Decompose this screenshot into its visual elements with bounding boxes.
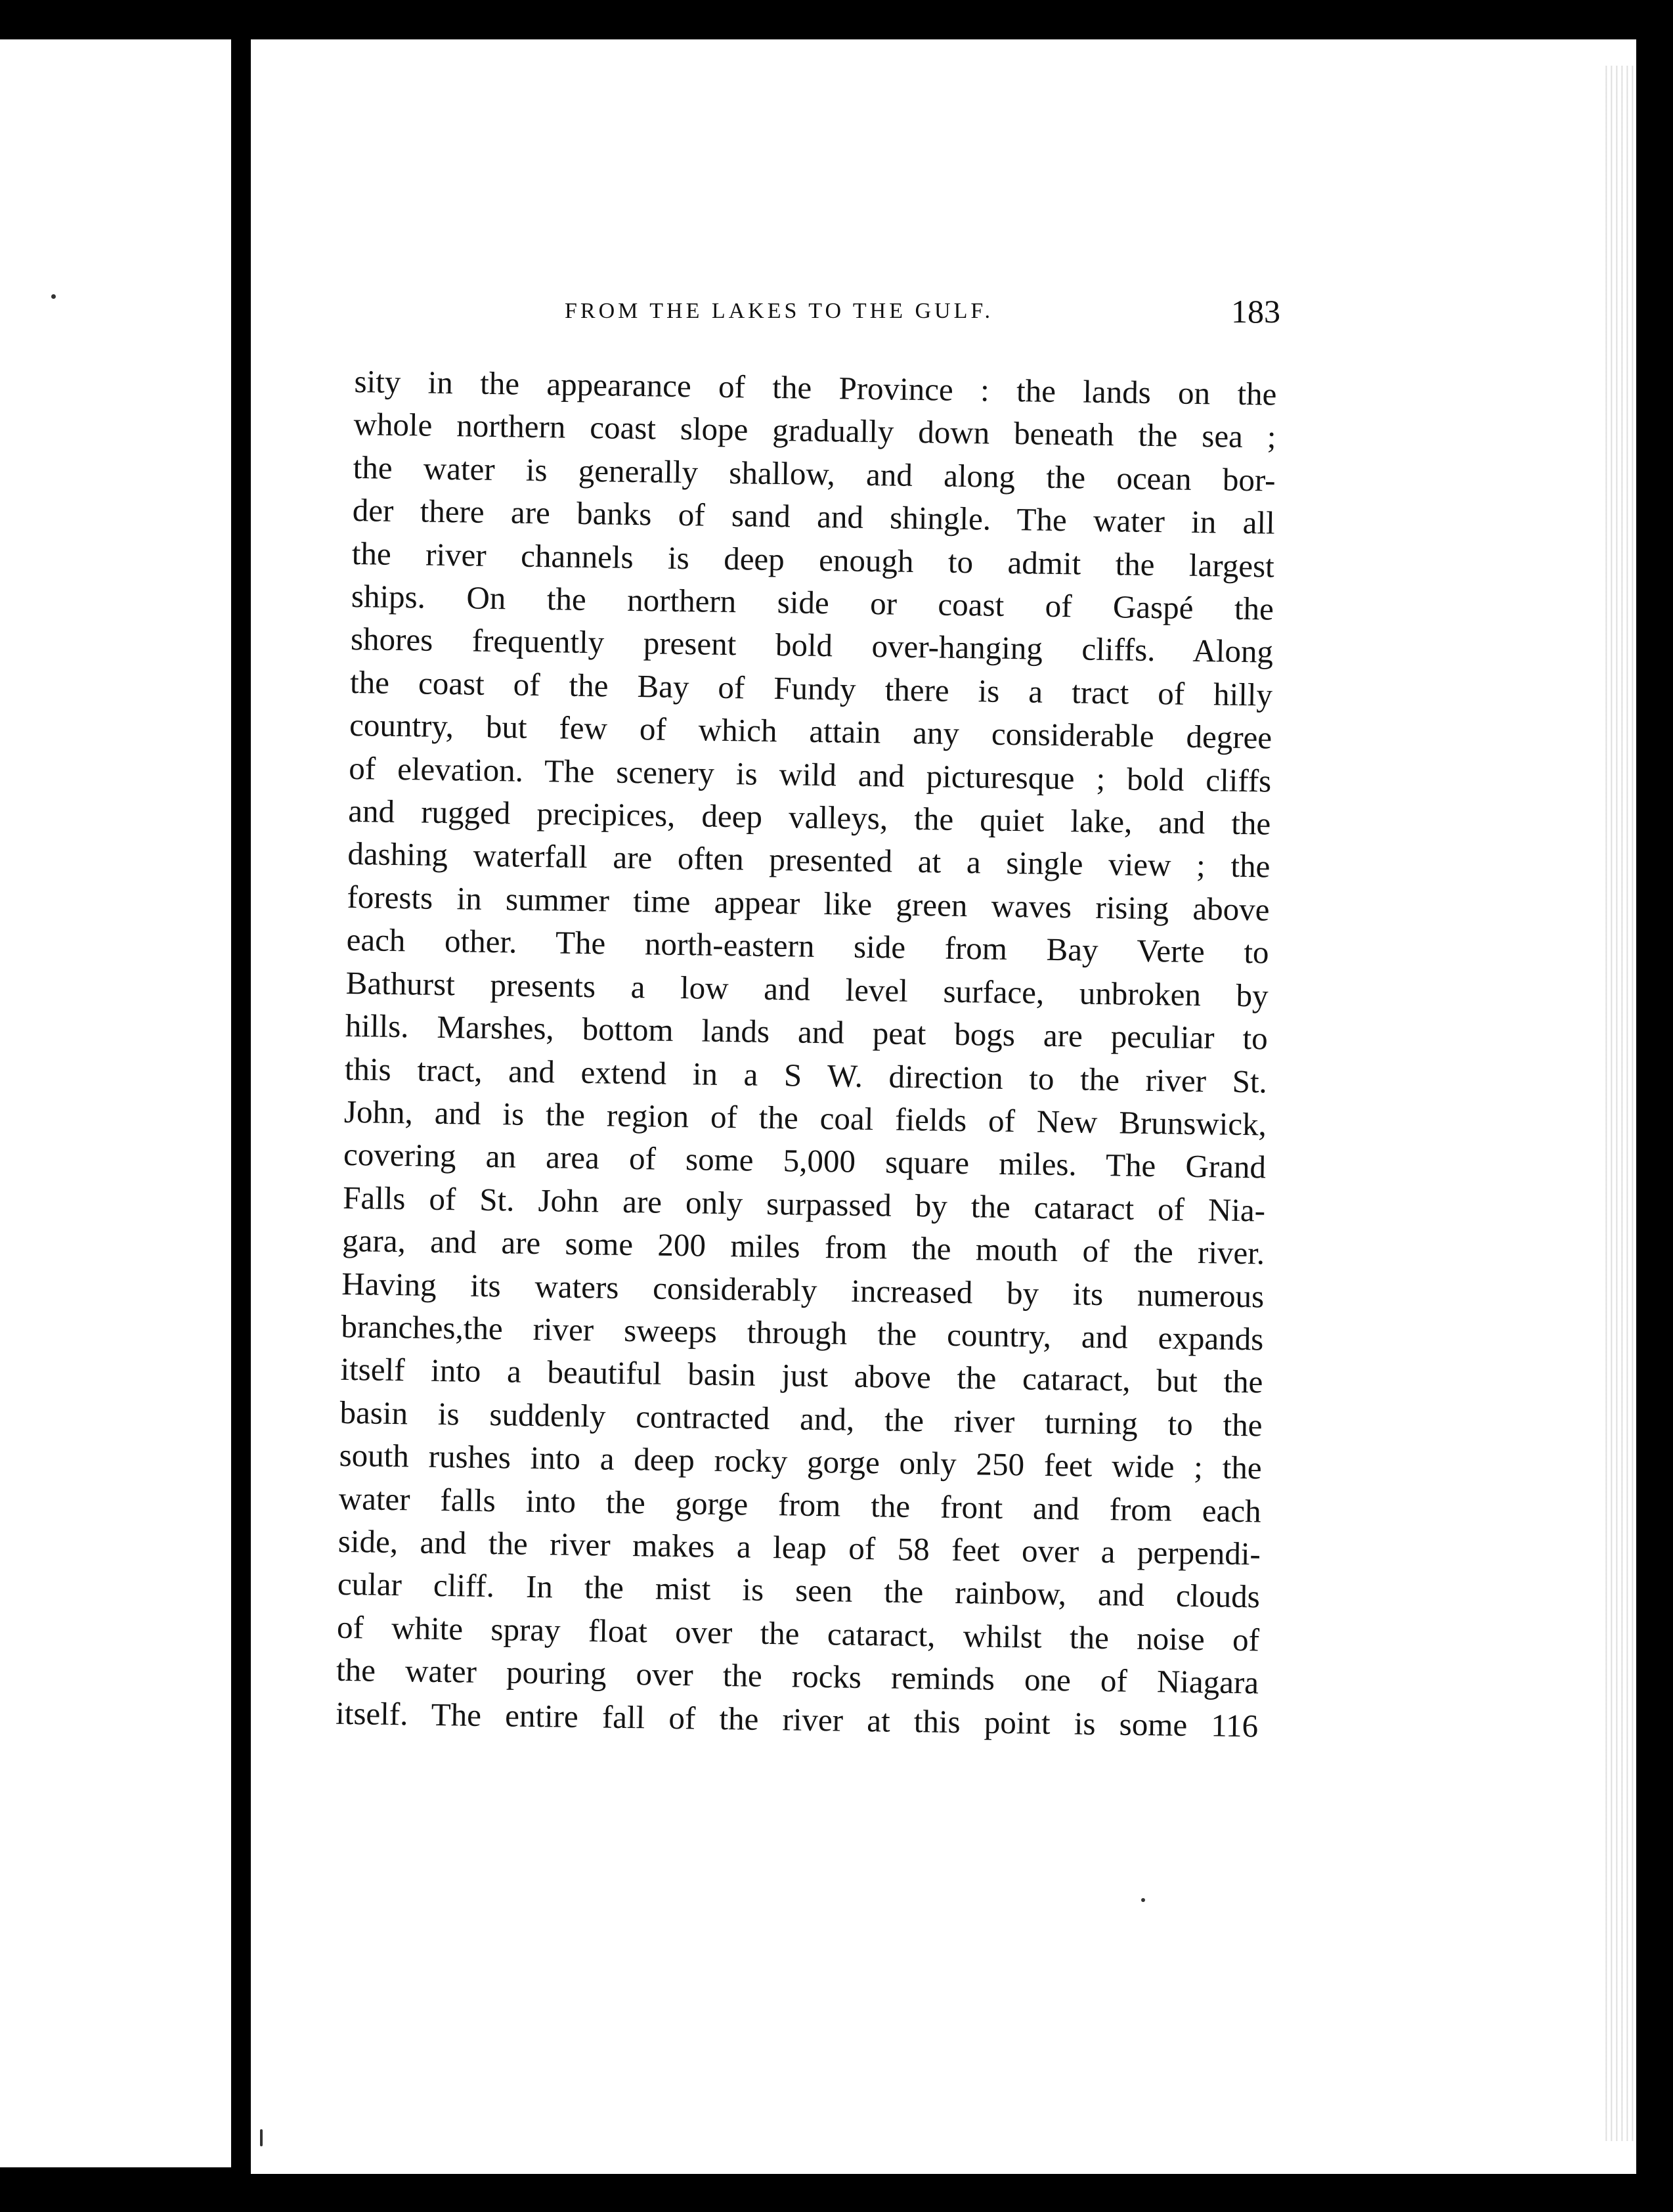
text-line: itself into a beautiful basin just above the cataract, but the: [340, 1351, 1263, 1400]
dust-speck: [260, 2129, 263, 2146]
text-line: Falls of St. John are only surpassed by the cataract of Nia-: [342, 1179, 1266, 1229]
text-line: the water is generally shallow, and along the ocean bor-: [353, 449, 1276, 498]
text-line: dashing waterfall are often presented at a single view ; the: [347, 835, 1271, 885]
text-line: John, and is the region of the coal fields of New Brunswick,: [343, 1093, 1267, 1143]
text-line: side, and the river makes a leap of 58 feet over a perpendi-: [337, 1522, 1261, 1572]
running-head: [565, 292, 1280, 338]
text-line: hills. Marshes, bottom lands and peat bogs are peculiar to: [345, 1007, 1269, 1057]
text-line: the river channels is deep enough to admit the largest: [351, 535, 1275, 585]
text-line: shores frequently present bold over-hanging cliffs. Along: [350, 621, 1274, 671]
text-line: cular cliff. In the mist is seen the rainbow, and clouds: [337, 1566, 1261, 1615]
page-edges: [1602, 66, 1636, 2141]
text-line: ships. On the northern side or coast of Gaspé the: [351, 577, 1274, 627]
text-line: this tract, and extend in a S W. direction to the river St.: [344, 1050, 1268, 1100]
text-line: the coast of the Bay of Fundy there is a tract of hilly: [349, 663, 1273, 713]
text-line: covering an area of some 5,000 square miles. The Grand: [343, 1136, 1267, 1185]
text-line: der there are banks of sand and shingle. The water in all: [352, 492, 1276, 541]
dust-speck: [1141, 1898, 1145, 1902]
text-line: Bathurst presents a low and level surface, unbroken by: [345, 964, 1269, 1014]
text-line: basin is suddenly contracted and, the river turning to the: [339, 1394, 1263, 1444]
text-line: each other. The north-eastern side from Bay Verte to: [346, 921, 1269, 971]
text-line: gara, and are some 200 miles from the mouth of the river.: [341, 1222, 1265, 1272]
text-line: forests in summer time appear like green waves rising above: [347, 878, 1270, 928]
text-line: of elevation. The scenery is wild and picturesque ; bold cliffs: [348, 749, 1272, 799]
text-line: south rushes into a deep rocky gorge only 250 feet wide ; the: [339, 1436, 1262, 1486]
text-line: itself. The entire fall of the river at this point is some 116: [335, 1694, 1259, 1744]
text-line: whole northern coast slope gradually down beneath the sea ;: [353, 406, 1276, 456]
text-line: country, but few of which attain any considerable degree: [349, 707, 1272, 756]
running-head-title: FROM THE LAKES TO THE GULF.: [565, 299, 994, 323]
page-number: 183: [1231, 293, 1280, 330]
text-line: water falls into the gorge from the front and from each: [338, 1480, 1262, 1530]
text-line: the water pouring over the rocks reminds one of Niagara: [336, 1651, 1259, 1701]
left-page: [0, 39, 231, 2167]
text-line: branches,the river sweeps through the country, and expands: [341, 1308, 1264, 1358]
text-line: sity in the appearance of the Province : the lands on the: [354, 363, 1277, 412]
body-text: [336, 360, 1277, 1747]
text-line: Having its waters considerably increased by its numerous: [341, 1265, 1265, 1315]
dust-speck: [51, 294, 56, 299]
text-line: and rugged precipices, deep valleys, the quiet lake, and the: [348, 792, 1271, 842]
text-line: of white spray float over the cataract, whilst the noise of: [336, 1608, 1260, 1658]
book-spine: [231, 39, 251, 2180]
